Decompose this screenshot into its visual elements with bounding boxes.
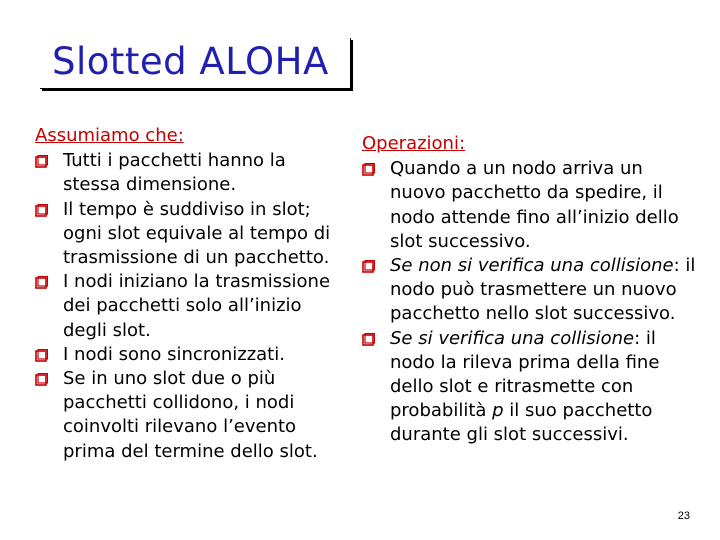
checkbox-bullet-icon [35, 155, 48, 168]
condition-text: Se si verifica una collisione [390, 327, 635, 349]
list-item [35, 198, 345, 271]
checkbox-bullet-icon [35, 373, 48, 386]
list-item [35, 149, 345, 197]
operations-column [362, 132, 702, 448]
list-item [35, 367, 345, 464]
checkbox-bullet-icon [362, 333, 375, 346]
list-item-text: Tutti i pacchetti hanno la stessa dimensione. [63, 150, 286, 196]
assumptions-list [35, 149, 345, 464]
checkbox-bullet-icon [35, 276, 48, 289]
page-number: 23 [677, 510, 690, 522]
condition-text: Se non si verifica una collisione [390, 255, 674, 277]
assumptions-column [35, 124, 345, 464]
list-item-text: I nodi iniziano la trasmissione dei pacchetti solo all’inizio degli slot. [63, 271, 331, 341]
list-item [362, 327, 702, 448]
assumptions-heading: Assumiamo che: [35, 125, 184, 146]
list-item-text: Se in uno slot due o più pacchetti collidono, i nodi coinvolti rilevano l’evento prima del termine dello slot. [63, 368, 318, 462]
list-item-text: Quando a un nodo arriva un nuovo pacchetto da spedire, il nodo attende fino all’inizio dello slot successivo. [390, 158, 679, 252]
probability-symbol: p [492, 400, 504, 422]
operations-list [362, 157, 702, 447]
list-item-text: Il tempo è suddiviso in slot; ogni slot equivale al tempo di trasmissione di un pacchetto. [63, 198, 331, 269]
list-item [35, 343, 345, 367]
checkbox-bullet-icon [35, 349, 48, 362]
list-item [362, 157, 702, 254]
list-item-text: il suo pacchetto durante gli slot successivi. [390, 400, 653, 446]
list-item-text: : il nodo la rileva prima della fine dello slot e ritrasmette con probabilità [390, 327, 660, 422]
checkbox-bullet-icon [35, 204, 48, 217]
title-frame [40, 38, 351, 89]
list-item [362, 254, 702, 327]
list-item-text: I nodi sono sincronizzati. [63, 343, 285, 365]
operations-heading: Operazioni: [362, 133, 466, 154]
list-item [35, 270, 345, 343]
slide-title: Slotted ALOHA [52, 40, 329, 83]
list-item-text: : il nodo può trasmettere un nuovo pacchetto nello slot successivo. [390, 255, 696, 325]
checkbox-bullet-icon [362, 260, 375, 273]
checkbox-bullet-icon [362, 163, 375, 176]
